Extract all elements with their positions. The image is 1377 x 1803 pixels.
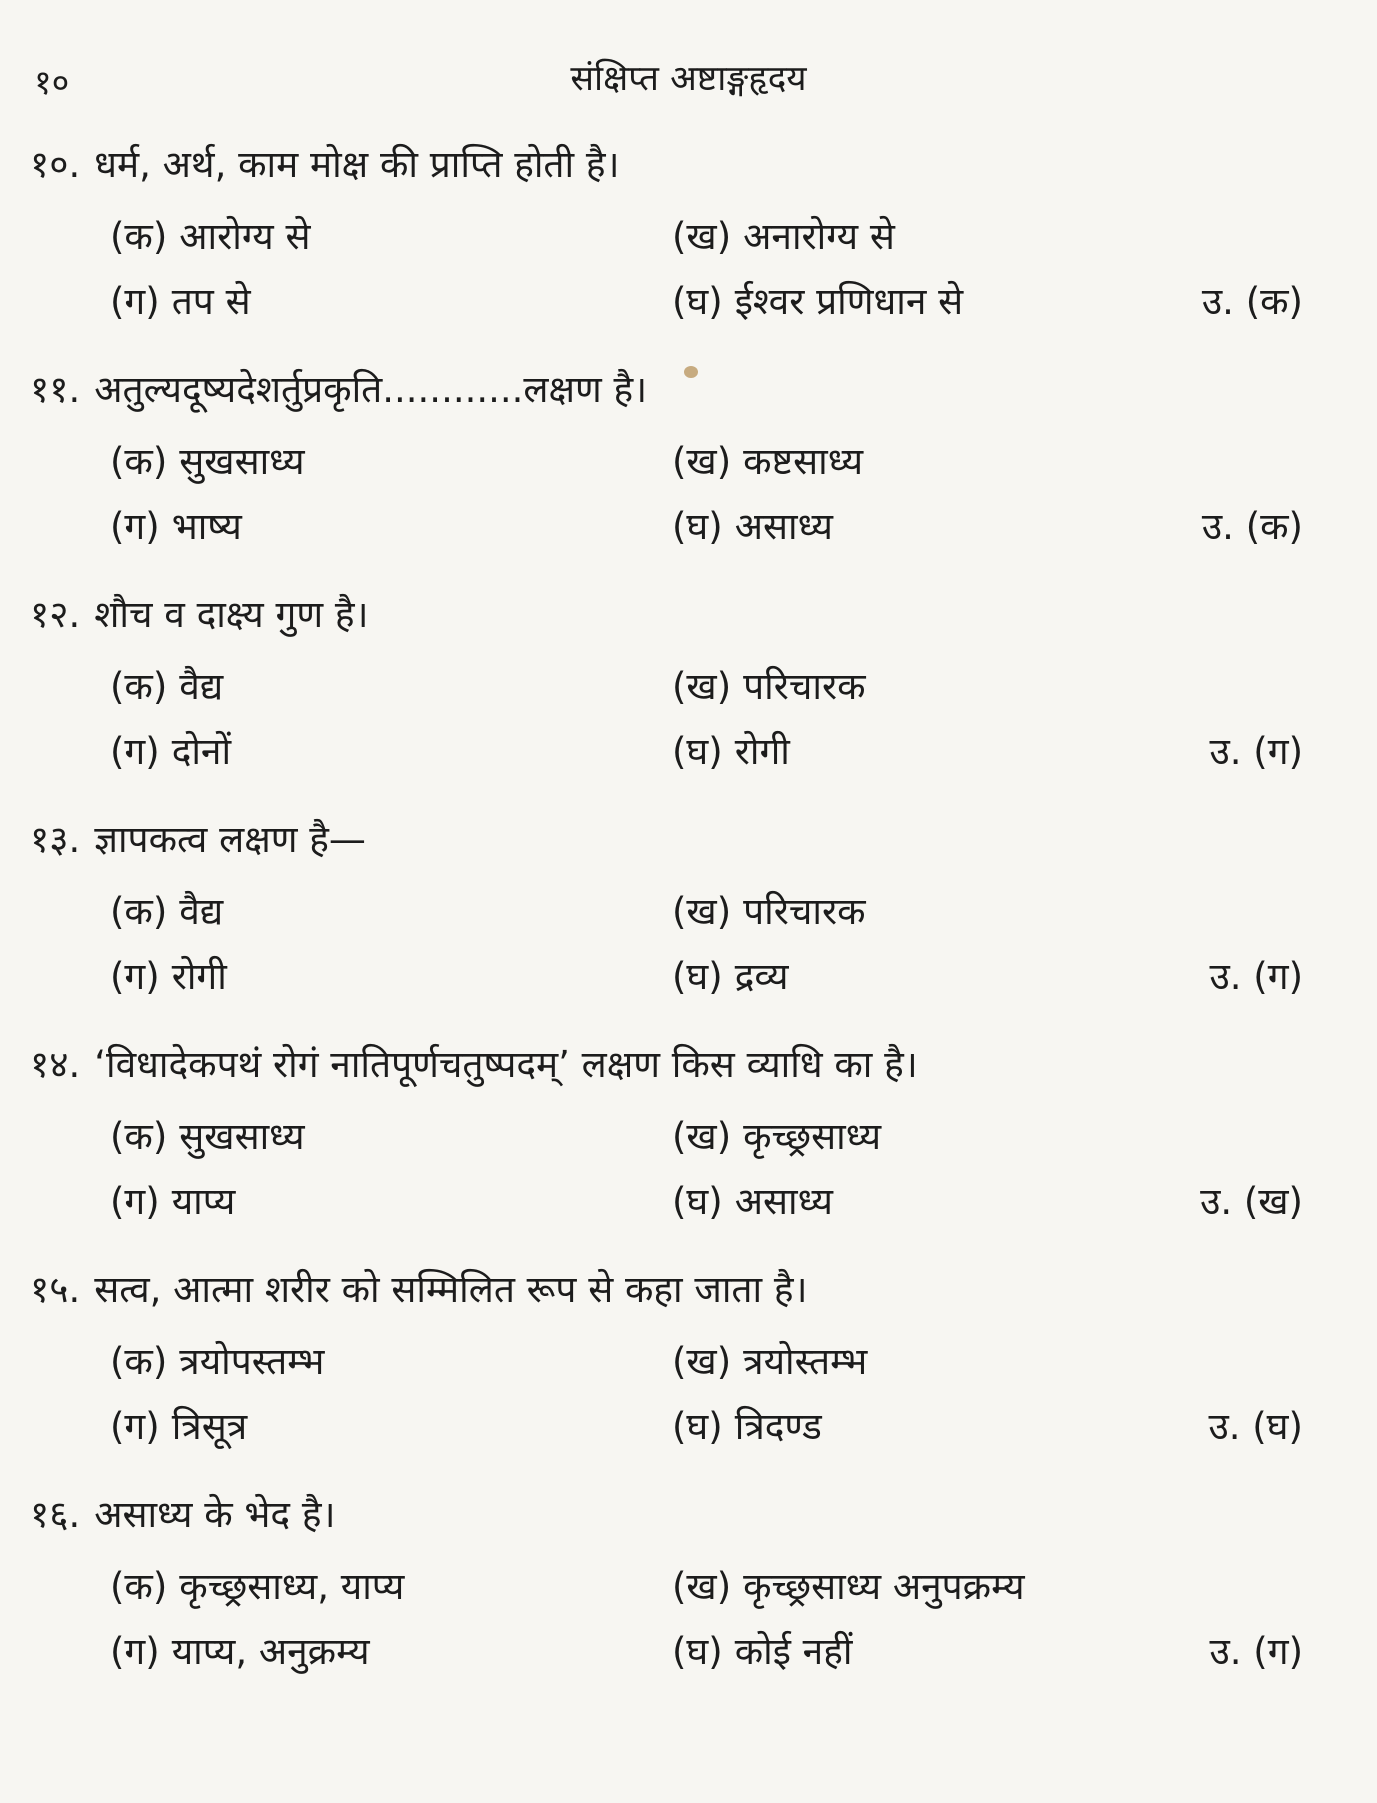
- option-text: वैद्य: [179, 665, 224, 708]
- option-text: त्रयोपस्तम्भ: [179, 1340, 325, 1383]
- option-gha: [672, 1624, 852, 1675]
- option-label: (ग): [110, 955, 160, 998]
- option-label: (क): [110, 440, 168, 483]
- option-ga: [110, 724, 231, 775]
- option-text: असाध्य: [734, 505, 833, 548]
- page-number: १०: [34, 63, 70, 103]
- question-block: [0, 137, 1377, 362]
- question-text: अतुल्यदूष्यदेशर्तुप्रकृति............लक्षण है।: [94, 368, 648, 411]
- option-label: (ख): [672, 440, 732, 483]
- option-ka: [110, 1334, 324, 1385]
- option-text: कोई नहीं: [734, 1630, 853, 1673]
- question-text: ‘विधादेकपथं रोगं नातिपूर्णचतुष्पदम्’ लक्षण किस व्याधि का है।: [94, 1043, 918, 1086]
- option-text: ईश्वर प्रणिधान से: [734, 280, 964, 323]
- option-text: सुखसाध्य: [179, 1115, 305, 1158]
- option-label: (घ): [672, 505, 723, 548]
- option-kha: [672, 1334, 867, 1385]
- option-ka: [110, 659, 223, 710]
- question-line: [30, 1487, 336, 1538]
- answer-key: उ. (घ): [1208, 1405, 1303, 1448]
- option-label: (घ): [672, 955, 723, 998]
- option-kha: [672, 209, 895, 260]
- question-block: [0, 1487, 1377, 1712]
- option-text: सुखसाध्य: [179, 440, 305, 483]
- question-number: १५.: [30, 1268, 81, 1311]
- option-gha: [672, 724, 790, 775]
- option-label: (घ): [672, 1180, 723, 1223]
- option-text: अनारोग्य से: [743, 215, 895, 258]
- option-text: परिचारक: [743, 890, 866, 933]
- option-ga: [110, 499, 242, 550]
- option-text: कष्टसाध्य: [743, 440, 864, 483]
- option-text: याप्य: [171, 1180, 236, 1223]
- question-line: [30, 812, 366, 863]
- question-line: [30, 1037, 918, 1088]
- option-text: रोगी: [734, 730, 790, 773]
- option-text: कृच्छ्रसाध्य, याप्य: [179, 1565, 405, 1608]
- option-text: परिचारक: [743, 665, 866, 708]
- option-label: (ग): [110, 1630, 160, 1673]
- question-block: [0, 587, 1377, 812]
- option-ga: [110, 1399, 247, 1450]
- option-gha: [672, 274, 963, 325]
- option-label: (ख): [672, 890, 732, 933]
- option-label: (ख): [672, 665, 732, 708]
- option-label: (क): [110, 1565, 168, 1608]
- option-text: त्रिदण्ड: [734, 1405, 822, 1448]
- question-block: [0, 362, 1377, 587]
- option-ka: [110, 884, 223, 935]
- question-line: [30, 362, 647, 413]
- option-kha: [672, 1559, 1025, 1610]
- option-label: (घ): [672, 1405, 723, 1448]
- option-label: (क): [110, 215, 168, 258]
- answer-key: उ. (ग): [1209, 730, 1303, 773]
- running-head: संक्षिप्त अष्टाङ्गहृदय: [570, 59, 807, 99]
- option-label: (घ): [672, 1630, 723, 1673]
- option-kha: [672, 1109, 881, 1160]
- option-kha: [672, 659, 866, 710]
- option-ga: [110, 1624, 370, 1675]
- option-text: वैद्य: [179, 890, 224, 933]
- option-label: (ख): [672, 215, 732, 258]
- question-number: १०.: [30, 143, 81, 186]
- question-block: [0, 1262, 1377, 1487]
- option-label: (क): [110, 1115, 168, 1158]
- option-text: याप्य, अनुक्रम्य: [171, 1630, 370, 1673]
- answer-key: उ. (ख): [1200, 1180, 1303, 1223]
- question-block: [0, 812, 1377, 1037]
- option-text: त्रिसूत्र: [171, 1405, 248, 1448]
- question-number: १६.: [30, 1493, 81, 1536]
- option-label: (घ): [672, 730, 723, 773]
- option-text: आरोग्य से: [179, 215, 311, 258]
- option-label: (क): [110, 1340, 168, 1383]
- option-text: दोनों: [171, 730, 232, 773]
- option-text: तप से: [171, 280, 251, 323]
- option-ka: [110, 1109, 305, 1160]
- option-label: (ख): [672, 1115, 732, 1158]
- option-label: (ग): [110, 1180, 160, 1223]
- option-label: (ग): [110, 1405, 160, 1448]
- option-label: (ग): [110, 505, 160, 548]
- question-number: ११.: [30, 368, 81, 411]
- question-text: असाध्य के भेद है।: [94, 1493, 336, 1536]
- question-number: १२.: [30, 593, 81, 636]
- option-gha: [672, 1174, 833, 1225]
- question-number: १३.: [30, 818, 81, 861]
- option-kha: [672, 434, 863, 485]
- question-line: [30, 1262, 808, 1313]
- option-text: कृच्छ्रसाध्य: [743, 1115, 882, 1158]
- option-gha: [672, 499, 833, 550]
- answer-key: उ. (ग): [1209, 1630, 1303, 1673]
- option-kha: [672, 884, 866, 935]
- answer-key: उ. (क): [1201, 505, 1303, 548]
- option-text: द्रव्य: [734, 955, 789, 998]
- option-label: (क): [110, 890, 168, 933]
- option-text: कृच्छ्रसाध्य अनुपक्रम्य: [743, 1565, 1025, 1608]
- option-text: रोगी: [171, 955, 227, 998]
- question-text: धर्म, अर्थ, काम मोक्ष की प्राप्ति होती है।: [94, 143, 620, 186]
- option-gha: [672, 1399, 822, 1450]
- question-line: [30, 137, 620, 188]
- question-line: [30, 587, 369, 638]
- question-block: [0, 1037, 1377, 1262]
- option-ga: [110, 1174, 235, 1225]
- option-label: (ग): [110, 280, 160, 323]
- question-text: ज्ञापकत्व लक्षण है—: [94, 818, 366, 861]
- option-text: भाष्य: [171, 505, 242, 548]
- option-gha: [672, 949, 789, 1000]
- question-text: सत्व, आत्मा शरीर को सम्मिलित रूप से कहा जाता है।: [94, 1268, 808, 1311]
- option-label: (ख): [672, 1340, 732, 1383]
- option-ka: [110, 209, 310, 260]
- option-text: असाध्य: [734, 1180, 833, 1223]
- option-label: (घ): [672, 280, 723, 323]
- option-label: (ग): [110, 730, 160, 773]
- answer-key: उ. (क): [1201, 280, 1303, 323]
- answer-key: उ. (ग): [1209, 955, 1303, 998]
- option-ka: [110, 434, 305, 485]
- question-number: १४.: [30, 1043, 81, 1086]
- option-ga: [110, 274, 251, 325]
- option-label: (ख): [672, 1565, 732, 1608]
- option-text: त्रयोस्तम्भ: [743, 1340, 868, 1383]
- option-ka: [110, 1559, 404, 1610]
- option-label: (क): [110, 665, 168, 708]
- option-ga: [110, 949, 227, 1000]
- question-text: शौच व दाक्ष्य गुण है।: [94, 593, 369, 636]
